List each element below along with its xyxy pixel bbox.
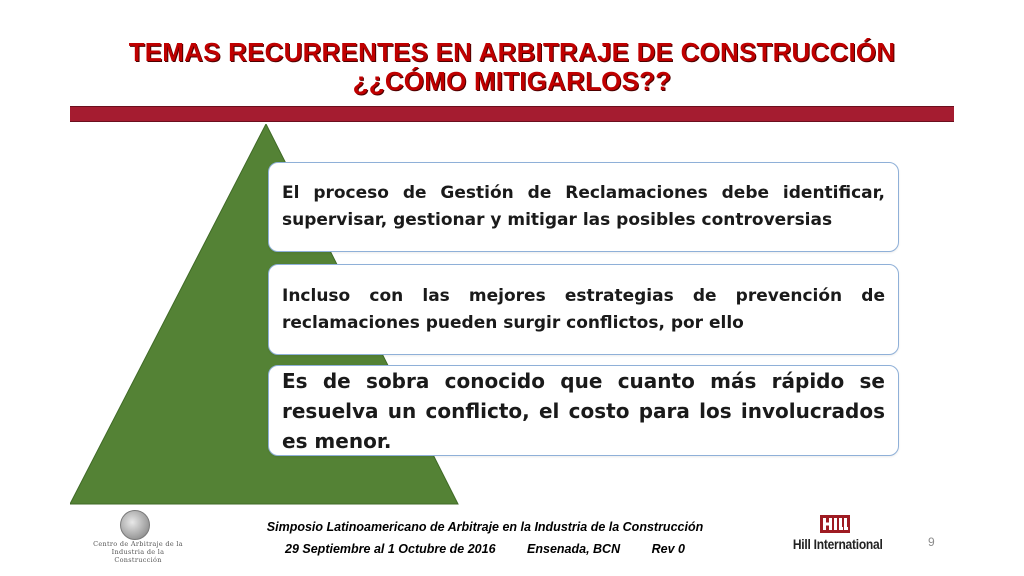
pyramid-item-2 xyxy=(268,264,899,355)
event-place: Ensenada, BCN xyxy=(527,542,621,556)
pyramid-item-1 xyxy=(268,162,899,252)
title-accent-bar xyxy=(70,106,954,122)
cal-logo-line1: Centro de Arbitraje de la xyxy=(93,540,183,548)
page-number: 9 xyxy=(928,535,935,549)
hill-logo-text: Hill International xyxy=(792,536,883,552)
event-rev: Rev 0 xyxy=(651,542,685,556)
pyramid-item-1-text: El proceso de Gestión de Reclamaciones debe identificar, supervisar, gestionar y mitigar las posibles controversias xyxy=(282,183,885,230)
event-date: 29 Septiembre al 1 Octubre de 2016 xyxy=(285,542,496,556)
pyramid-item-3-text: Es de sobra conocido que cuanto más rápido se resuelva un conflicto, el costo para los involucrados es menor. xyxy=(282,368,885,453)
hill-logo-icon xyxy=(820,515,850,533)
event-name: Simposio Latinoamericano de Arbitraje en la Industria de la Construcción xyxy=(266,520,704,534)
cal-emblem-icon xyxy=(120,510,150,540)
slide-title-line2: ¿¿CÓMO MITIGARLOS?? xyxy=(352,66,672,96)
event-details xyxy=(200,538,770,560)
pyramid-item-3 xyxy=(268,365,899,456)
slide-title-line1: TEMAS RECURRENTES EN ARBITRAJE DE CONSTRUCCIÓN xyxy=(128,37,896,67)
event-footer xyxy=(200,516,770,560)
cal-logo xyxy=(88,510,184,564)
cal-logo-line2: Industria de la Construcción xyxy=(111,548,165,564)
slide-title xyxy=(40,38,984,96)
hill-international-logo xyxy=(786,515,884,557)
pyramid-item-2-text: Incluso con las mejores estrategias de prevención de reclamaciones pueden surgir conflictos, por ello xyxy=(282,285,885,333)
